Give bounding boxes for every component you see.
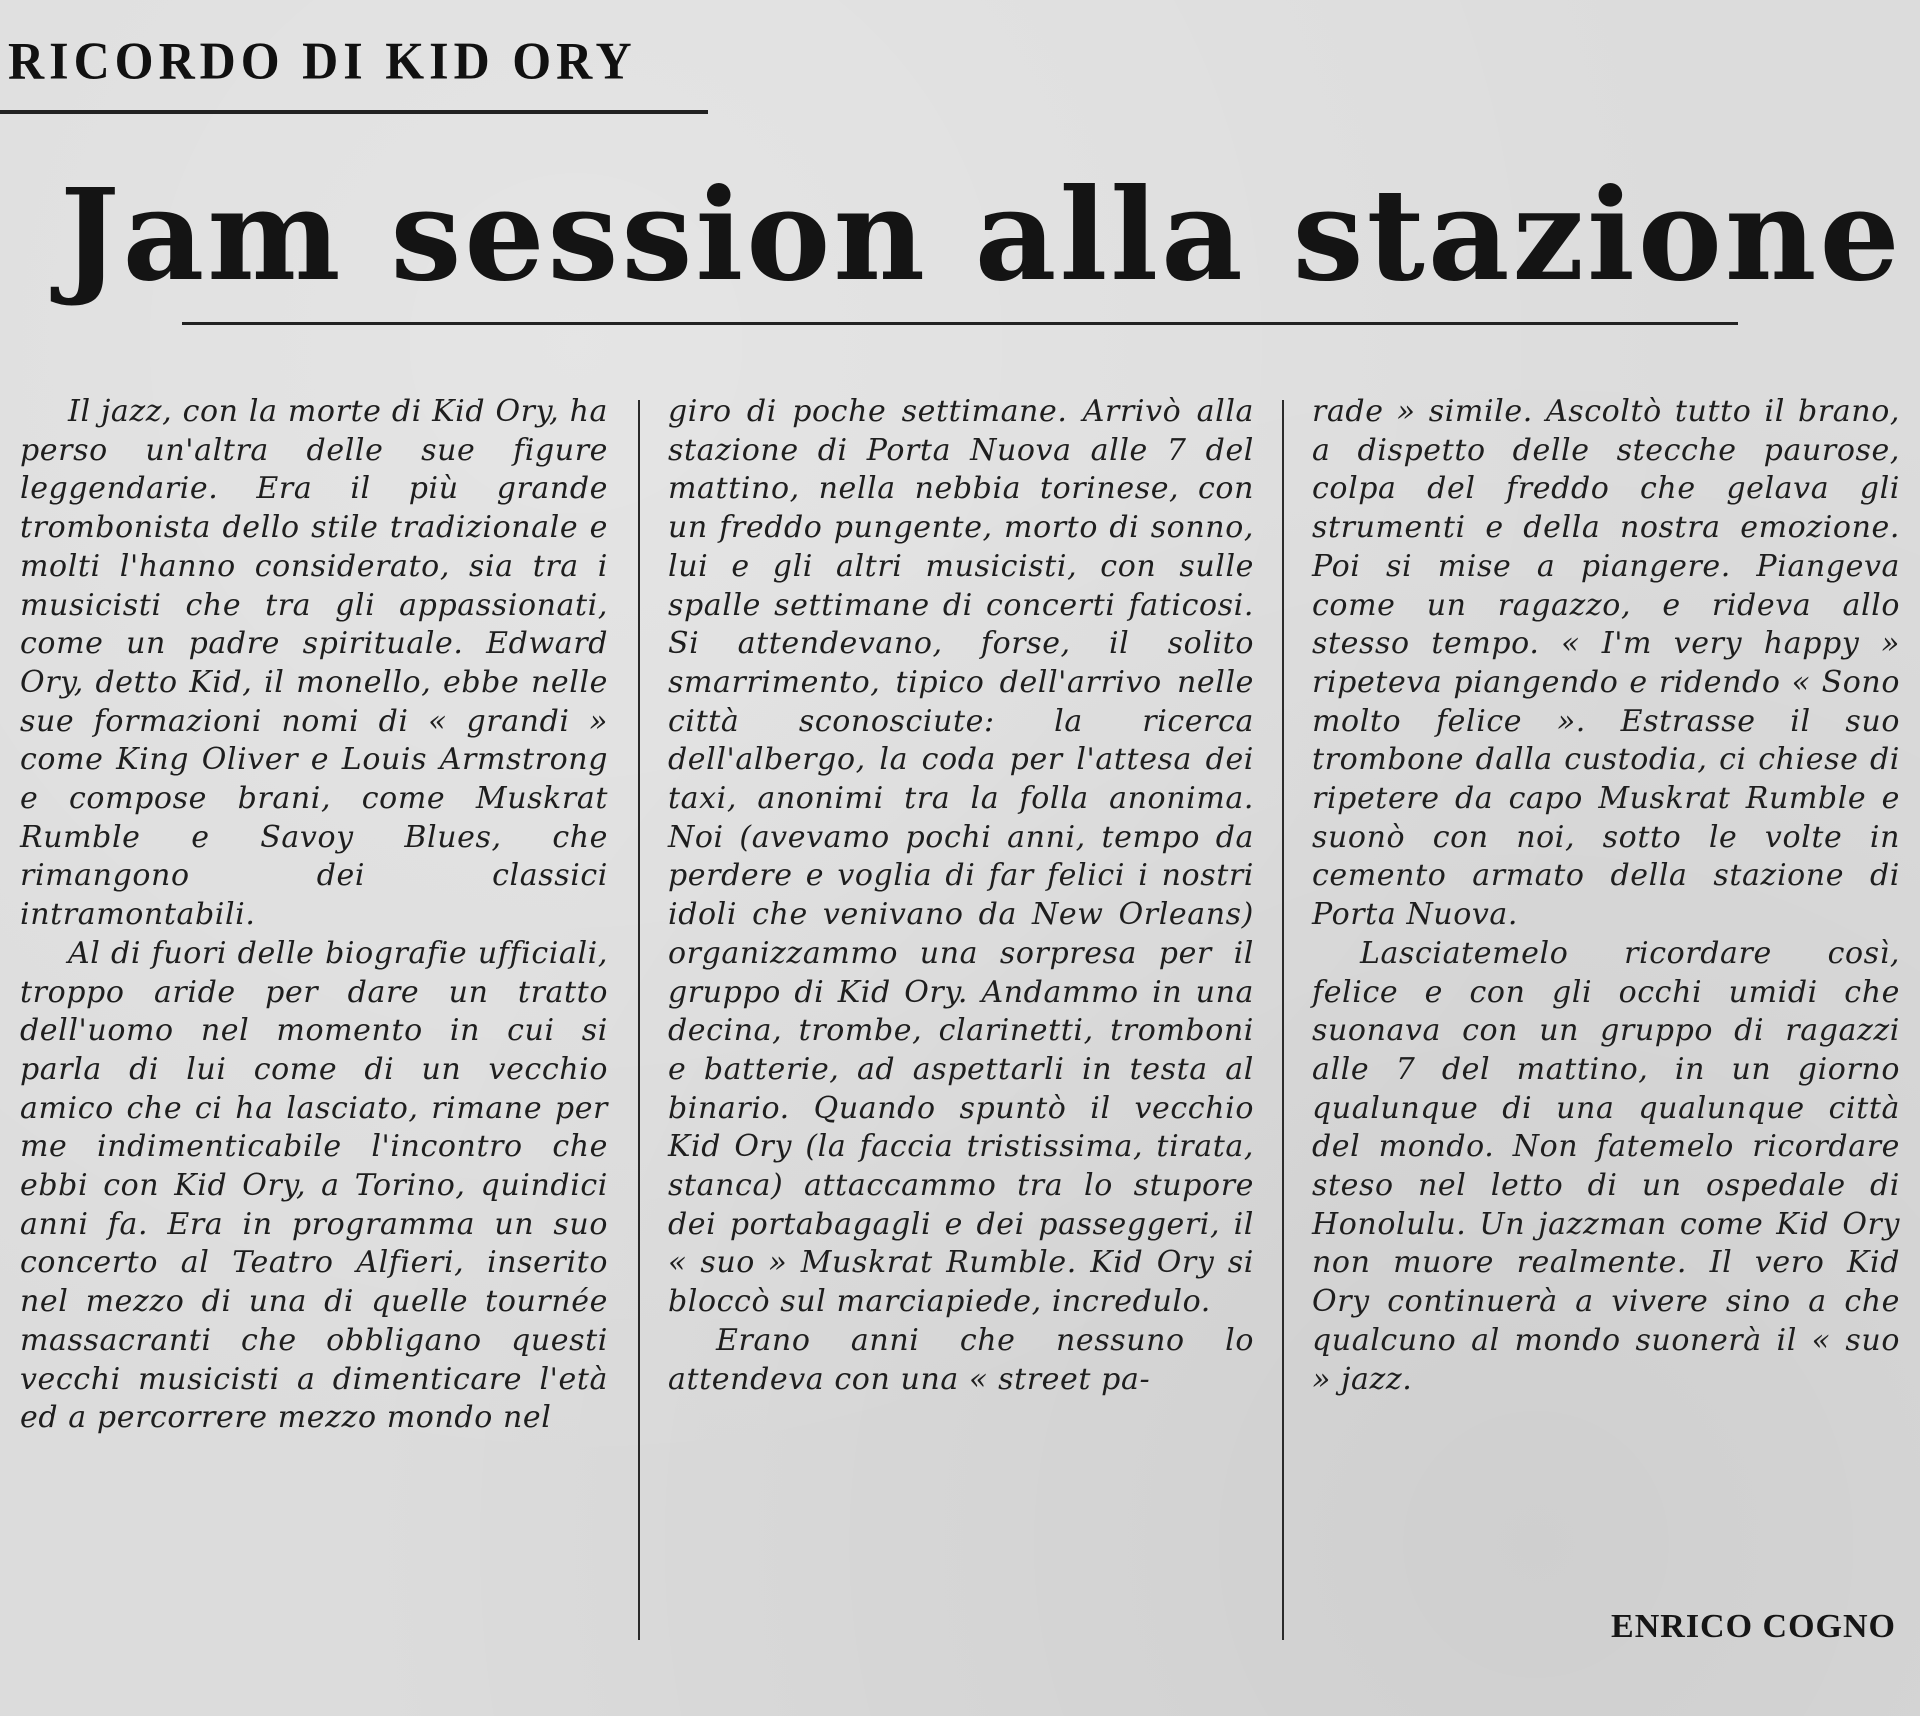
paragraph: giro di poche settimane. Arrivò alla stazione di Porta Nuova alle 7 del mattino, nella nebbia torinese, con un freddo pungente, morto di sonno, lui e gli altri musicisti, con sulle spalle settimane di concerti faticosi. Si attendevano, forse, il solito smarrimento, tipico dell'arrivo nelle città sconosciute: la ricerca dell'albergo, la coda per l'attesa dei taxi, anonimi tra la folla anonima. Noi (avevamo pochi anni, tempo da perdere e voglia di far felici i nostri idoli che venivano da New Orleans) organizzammo una sorpresa per il gruppo di Kid Ory. Andammo in una decina, trombe, clarinetti, tromboni e batterie, ad aspettarli in testa al binario. Quando spuntò il vecchio Kid Ory (la faccia tristissima, tirata, stanca) attaccammo tra lo stupore dei portabagagli e dei passeggeri, il « suo » Muskrat Rumble. Kid Ory si bloccò sul marciapiede, incredulo. [668, 394, 1254, 1320]
headline-rule [182, 322, 1738, 325]
paragraph: Lasciatemelo ricordare così, felice e con gli occhi umidi che suonava con un gruppo di ragazzi alle 7 del mattino, in un giorno qualunque di una qualunque città del mondo. Non fatemelo ricordare steso nel letto di un ospedale di Honolulu. Un jazzman come Kid Ory non muore realmente. Il vero Kid Ory continuerà a vivere sino a che qualcuno al mondo suonerà il « suo » jazz. [1312, 935, 1900, 1397]
headline: Jam session alla stazione [60, 161, 1903, 309]
paragraph: Al di fuori delle biografie ufficiali, troppo aride per dare un tratto dell'uomo nel momento in cui si parla di lui come di un vecchio amico che ci ha lasciato, rimane per me indimenticabile l'incontro che ebbi con Kid Ory, a Torino, quindici anni fa. Era in programma un suo concerto al Teatro Alfieri, inserito nel mezzo di una di quelle tournée massacranti che obbligano questi vecchi musicisti a dimenticare l'età ed a percorrere mezzo mondo nel [20, 935, 608, 1436]
kicker-rule [0, 110, 708, 114]
article-column-2 [668, 393, 1254, 1399]
paragraph: Il jazz, con la morte di Kid Ory, ha perso un'altra delle sue figure leggendarie. Era il più grande trombonista dello stile tradizionale e molti l'hanno considerato, sia tra i musicisti che tra gli appassionati, come un padre spirituale. Edward Ory, detto Kid, il monello, ebbe nelle sue formazioni nomi di « grandi » come King Oliver e Louis Armstrong e compose brani, come Muskrat Rumble e Savoy Blues, che rimangono dei classici intramontabili. [20, 394, 608, 933]
paragraph: Erano anni che nessuno lo attendeva con una « street pa- [668, 1322, 1254, 1397]
article-column-1 [20, 393, 608, 1438]
paragraph: rade » simile. Ascoltò tutto il brano, a dispetto delle stecche paurose, colpa del freddo che gelava gli strumenti e della nostra emozione. Poi si mise a piangere. Piangeva come un ragazzo, e rideva allo stesso tempo. « I'm very happy » ripeteva piangendo e ridendo « Sono molto felice ». Estrasse il suo trombone dalla custodia, ci chiese di ripetere da capo Muskrat Rumble e suonò con noi, sotto le volte in cemento armato della stazione di Porta Nuova. [1312, 394, 1900, 933]
kicker: RICORDO DI KID ORY [8, 31, 637, 90]
column-divider [638, 400, 640, 1640]
byline: ENRICO COGNO [1611, 1608, 1896, 1645]
column-divider [1282, 400, 1284, 1640]
article-column-3 [1312, 393, 1900, 1399]
